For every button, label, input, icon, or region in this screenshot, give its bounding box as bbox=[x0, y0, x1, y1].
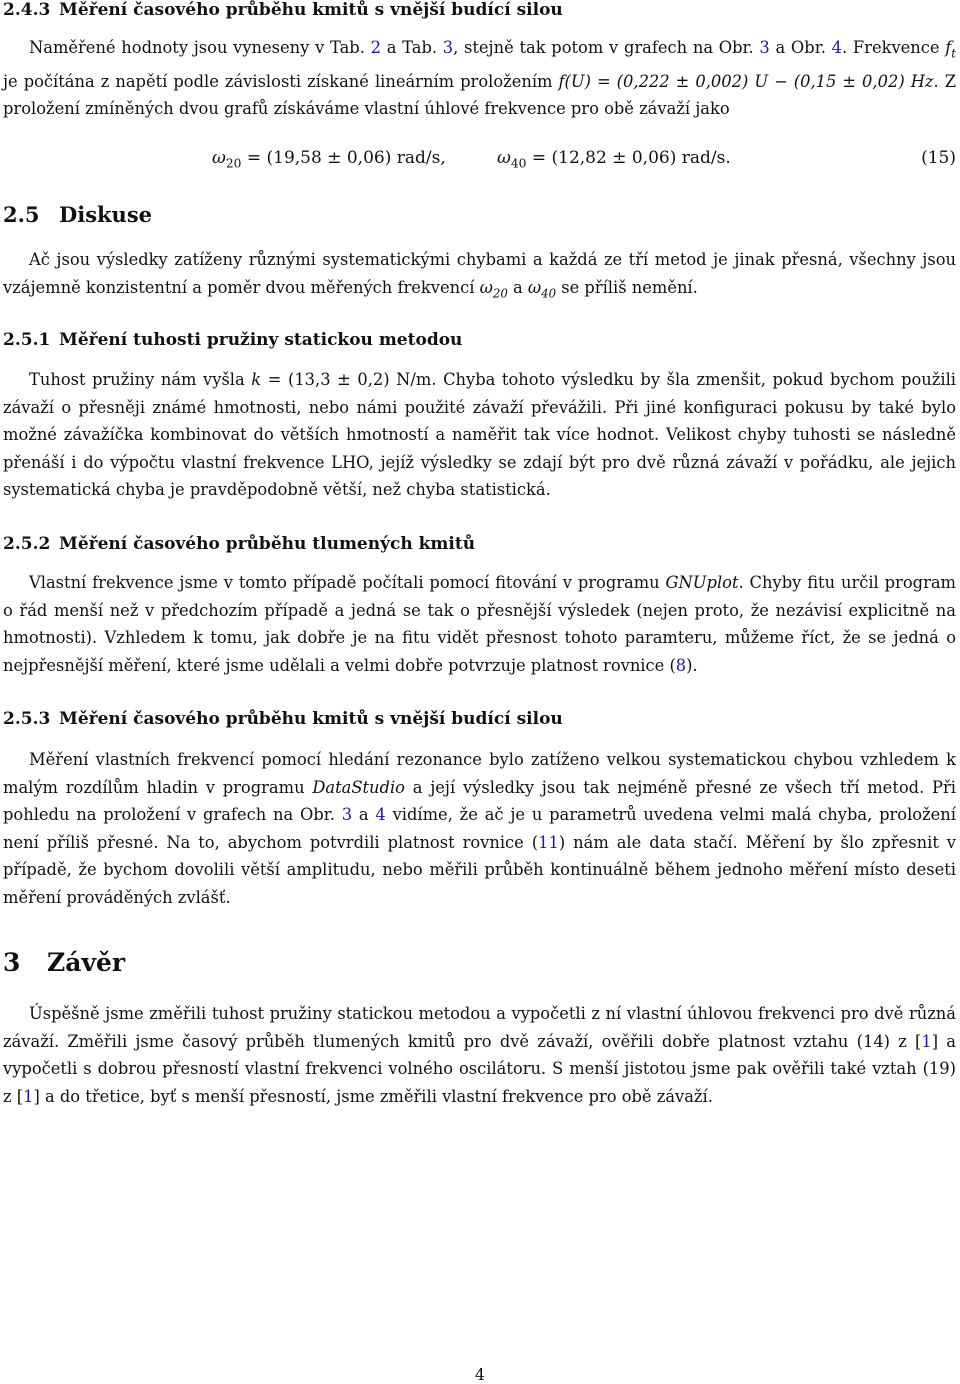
equation-number: (15) bbox=[921, 148, 956, 168]
math-k: k bbox=[251, 370, 262, 389]
paragraph-conclusion: Úspěšně jsme změřili tuhost pružiny statickou metodou a vypočetli z ní vlastní úhlovou frekvenci pro dvě různá závaží. Změřili jsme časový průběh tlumených kmitů pro dvě závaží, ověřili dobře platnost vztahu (14) z [1] a vypočetli s dobrou přesností vlastní frekvenci volného oscilátoru. S menší jistotou jsme pak ověřili také vztah (19) z [1] a do třetice, byť s menší přesností, jsme změřili vlastní frekvence pro obě závaží. bbox=[3, 1004, 956, 1106]
math-ft: $f_t$ bbox=[945, 38, 956, 61]
section-title: Měření tuhosti pružiny statickou metodou bbox=[59, 330, 463, 350]
citation-link[interactable]: 1 bbox=[921, 1031, 932, 1051]
section-title: Měření časového průběhu tlumených kmitů bbox=[59, 534, 476, 554]
subsection-heading-2-4-3 bbox=[3, 0, 956, 20]
section-title: Měření časového průběhu kmitů s vnější budící silou bbox=[59, 709, 563, 729]
figure-ref-link[interactable]: 4 bbox=[375, 805, 386, 824]
page-number: 4 bbox=[474, 1365, 486, 1384]
figure-ref-link[interactable]: 3 bbox=[759, 38, 770, 57]
paragraph-discussion: Ač jsou výsledky zatíženy různými systematickými chybami a každá ze tří metod je jinak přesná, všechny jsou vzájemně konzistentní a poměr dvou měřených frekvencí $\omega_{20}$ a $\omega_{40}$ se příliš nemění. bbox=[3, 250, 956, 300]
figure-ref-link[interactable]: 3 bbox=[341, 805, 353, 824]
math-fit-formula: f(U) = (0,222 ± 0,002) U − (0,15 ± 0,02) Hz bbox=[558, 71, 934, 91]
section-number: 2.5.2 bbox=[3, 534, 51, 554]
section-number: 2.5.1 bbox=[3, 330, 51, 350]
paragraph-measured-values: Naměřené hodnoty jsou vyneseny v Tab. 2 a Tab. 3, stejně tak potom v grafech na Obr. 3 a Obr. 4. Frekvence $f_t$ je počítána z napětí podle závislosti získané lineárním proložením f(U) = (0,222 ± 0,002) U − (0,15 ± 0,02) Hz. Z proložení zmíněných dvou grafů získáváme vlastní úhlové frekvence pro obě závaží jako bbox=[3, 38, 957, 119]
equation-omega-40: $\omega_{40} = (12,82 \pm 0,06)$ rad/s. bbox=[497, 148, 731, 171]
section-number: 2.4.3 bbox=[3, 0, 51, 20]
section-number: 2.5 bbox=[3, 202, 40, 227]
section-title: Diskuse bbox=[59, 202, 153, 227]
section-number: 3 bbox=[3, 948, 21, 977]
equation-ref-link[interactable]: 8 bbox=[675, 655, 687, 675]
paragraph-damped: Vlastní frekvence jsme v tomto případě počítali pomocí fitování v programu GNUplot. Chyby fitu určil program o řád menší než v předchozím případě a jedná se tak o přesnější výsledek (nejen proto, že nezávisí explicitně na hmotnosti). Vzhledem k tomu, jak dobře je na fitu vidět přesnost tohoto paramteru, můžeme říct, že se jedná o nejpřesnější měření, které jsme udělali a velmi dobře potvrzuje platnost rovnice (8). bbox=[3, 573, 956, 675]
table-ref-link[interactable]: 3 bbox=[442, 38, 454, 57]
section-heading-2-5 bbox=[3, 202, 956, 227]
subsection-heading-2-5-2 bbox=[3, 534, 956, 554]
citation-link[interactable]: 1 bbox=[23, 1086, 34, 1106]
equation-omega-20: $\omega_{20} = (19,58 \pm 0,06)$ rad/s, bbox=[212, 148, 446, 171]
equation-ref-link[interactable]: 11 bbox=[538, 832, 559, 852]
program-name: DataStudio bbox=[312, 777, 405, 797]
table-ref-link[interactable]: 2 bbox=[370, 38, 381, 57]
subsection-heading-2-5-1 bbox=[3, 330, 956, 350]
section-number: 2.5.3 bbox=[3, 709, 51, 729]
figure-ref-link[interactable]: 4 bbox=[831, 38, 842, 57]
paragraph-forced: Měření vlastních frekvencí pomocí hledání rezonance bylo zatíženo velkou systematickou chybou vzhledem k malým rozdílům hladin v programu DataStudio a její výsledky jsou tak nejméně přesné ze všech tří metod. Při pohledu na proložení v grafech na Obr. 3 a 4 vidíme, že ač je u parametrů uvedena velmi malá chyba, proložení není příliš přesné. Na to, abychom potvrdili platnost rovnice (11) nám ale data stačí. Měření by šlo zpřesnit v případě, že bychom dovolili větší amplitudu, nebo měřili průběh kontinuálně během jednoho měření místo deseti měření prováděných zvlášť. bbox=[3, 750, 957, 907]
paragraph-stiffness: Tuhost pružiny nám vyšla k = (13,3 ± 0,2) N/m. Chyba tohoto výsledku by šla zmenšit, pokud bychom použili závaží o přesněji známé hmotnosti, nebo námi použité závaží převážili. Při jiné konfiguraci pokusu by také bylo možné závažíčka kombinovat do větších hmotností a naměřit tak více hodnot. Velikost chyby tuhosti se následně přenáší i do výpočtu vlastní frekvence LHO, jejíž výsledky se zdají být pro dvě různá závaží v pořádku, ale jejich systematická chyba je pravděpodobně větší, než chyba statistická. bbox=[3, 370, 956, 499]
subsection-heading-2-5-3 bbox=[3, 709, 956, 729]
section-heading-3 bbox=[3, 948, 956, 977]
section-title: Měření časového průběhu kmitů s vnější budící silou bbox=[59, 0, 563, 20]
program-name: GNUplot bbox=[665, 573, 739, 592]
section-title: Závěr bbox=[47, 948, 126, 977]
